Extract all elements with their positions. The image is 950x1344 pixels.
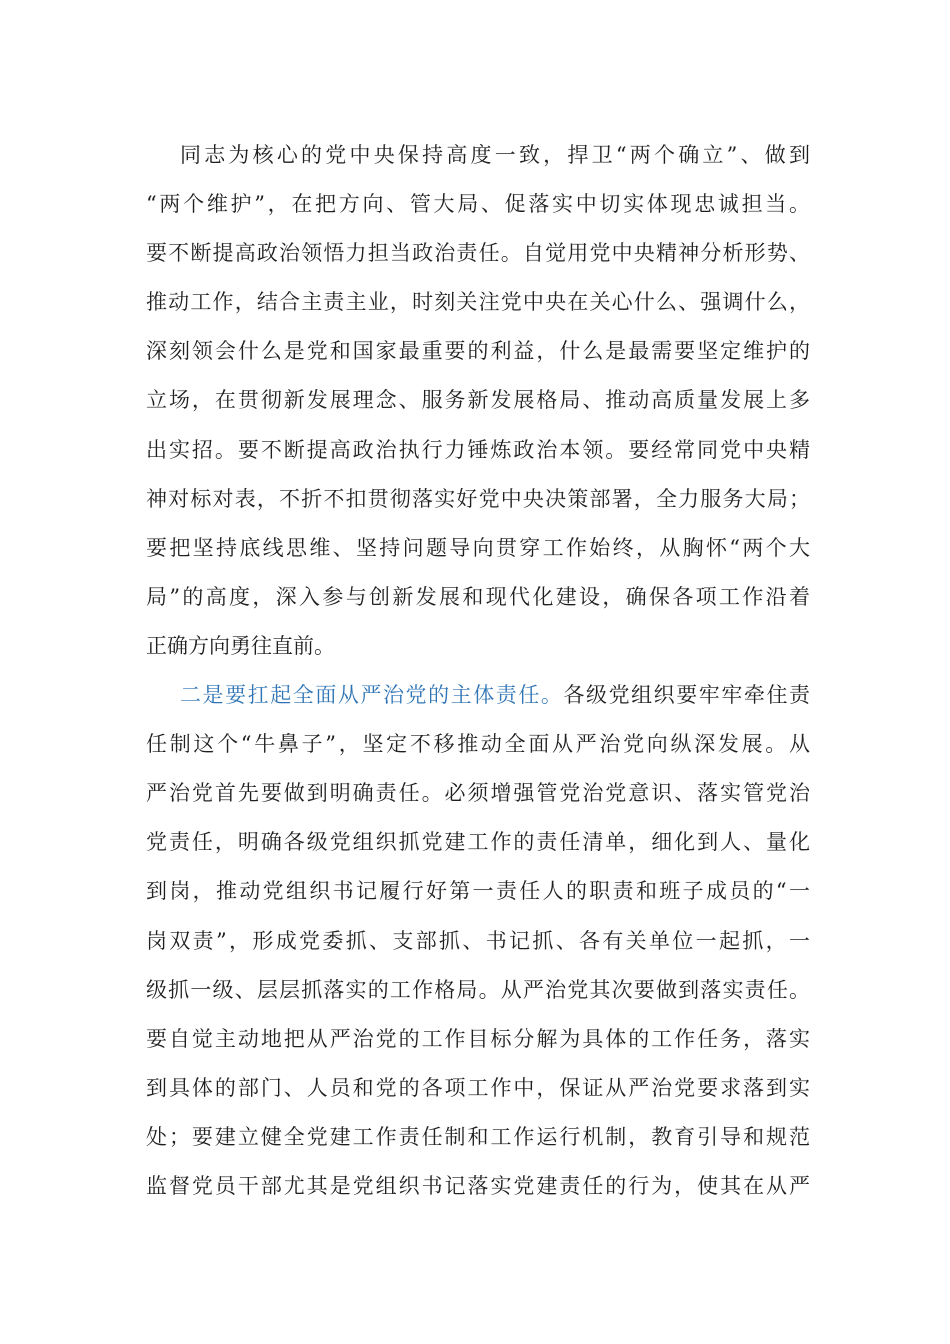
text-line: 岗双责”，形成党委抓、支部抓、书记抓、各有关单位一起抓，一: [146, 928, 810, 953]
text-line: 正确方向勇往直前。: [146, 633, 335, 658]
text-line: 要把坚持底线思维、坚持问题导向贯穿工作始终，从胸怀“两个大: [146, 535, 810, 560]
text-line: 级抓一级、层层抓落实的工作格局。从严治党其次要做到落实责任。: [146, 977, 810, 1002]
text-line: 推动工作，结合主责主业，时刻关注党中央在关心什么、强调什么，: [146, 290, 810, 315]
text-line: 立场，在贯彻新发展理念、服务新发展格局、推动高质量发展上多: [146, 388, 810, 413]
text-line: “两个维护”，在把方向、管大局、促落实中切实体现忠诚担当。: [146, 192, 810, 217]
text-line: 到具体的部门、人员和党的各项工作中，保证从严治党要求落到实: [146, 1075, 810, 1100]
text-line: 监督党员干部尤其是党组织书记落实党建责任的行为，使其在从严: [146, 1173, 810, 1198]
text-line: 神对标对表，不折不扣贯彻落实好党中央决策部署，全力服务大局；: [146, 486, 810, 511]
text-line: 任制这个“牛鼻子”，坚定不移推动全面从严治党向纵深发展。从: [146, 732, 810, 757]
text-line: 出实招。要不断提高政治执行力锤炼政治本领。要经常同党中央精: [146, 437, 810, 462]
text-line-with-heading: [180, 671, 810, 720]
paragraph-1: [146, 131, 810, 671]
text-line: 同志为核心的党中央保持高度一致，捍卫“两个确立”、做到: [180, 143, 810, 167]
text-line: 要自觉主动地把从严治党的工作目标分解为具体的工作任务，落实: [146, 1026, 810, 1051]
paragraph-2: [146, 671, 810, 1211]
text-line: 深刻领会什么是党和国家最重要的利益，什么是最需要坚定维护的: [146, 339, 810, 364]
text-line: 要不断提高政治领悟力担当政治责任。自觉用党中央精神分析形势、: [146, 241, 810, 266]
text-line: 到岗，推动党组织书记履行好第一责任人的职责和班子成员的“一: [146, 879, 810, 904]
text-line: 处；要建立健全党建工作责任制和工作运行机制，教育引导和规范: [146, 1124, 810, 1149]
text-line: 严治党首先要做到明确责任。必须增强管党治党意识、落实管党治: [146, 781, 810, 806]
document-body: [146, 131, 810, 1211]
text-line: 党责任，明确各级党组织抓党建工作的责任清单，细化到人、量化: [146, 830, 810, 855]
text-run: 各级党组织要牢牢牵住责: [563, 683, 810, 708]
section-heading: 二是要扛起全面从严治党的主体责任。: [180, 683, 564, 708]
text-line: 局”的高度，深入参与创新发展和现代化建设，确保各项工作沿着: [146, 584, 810, 609]
